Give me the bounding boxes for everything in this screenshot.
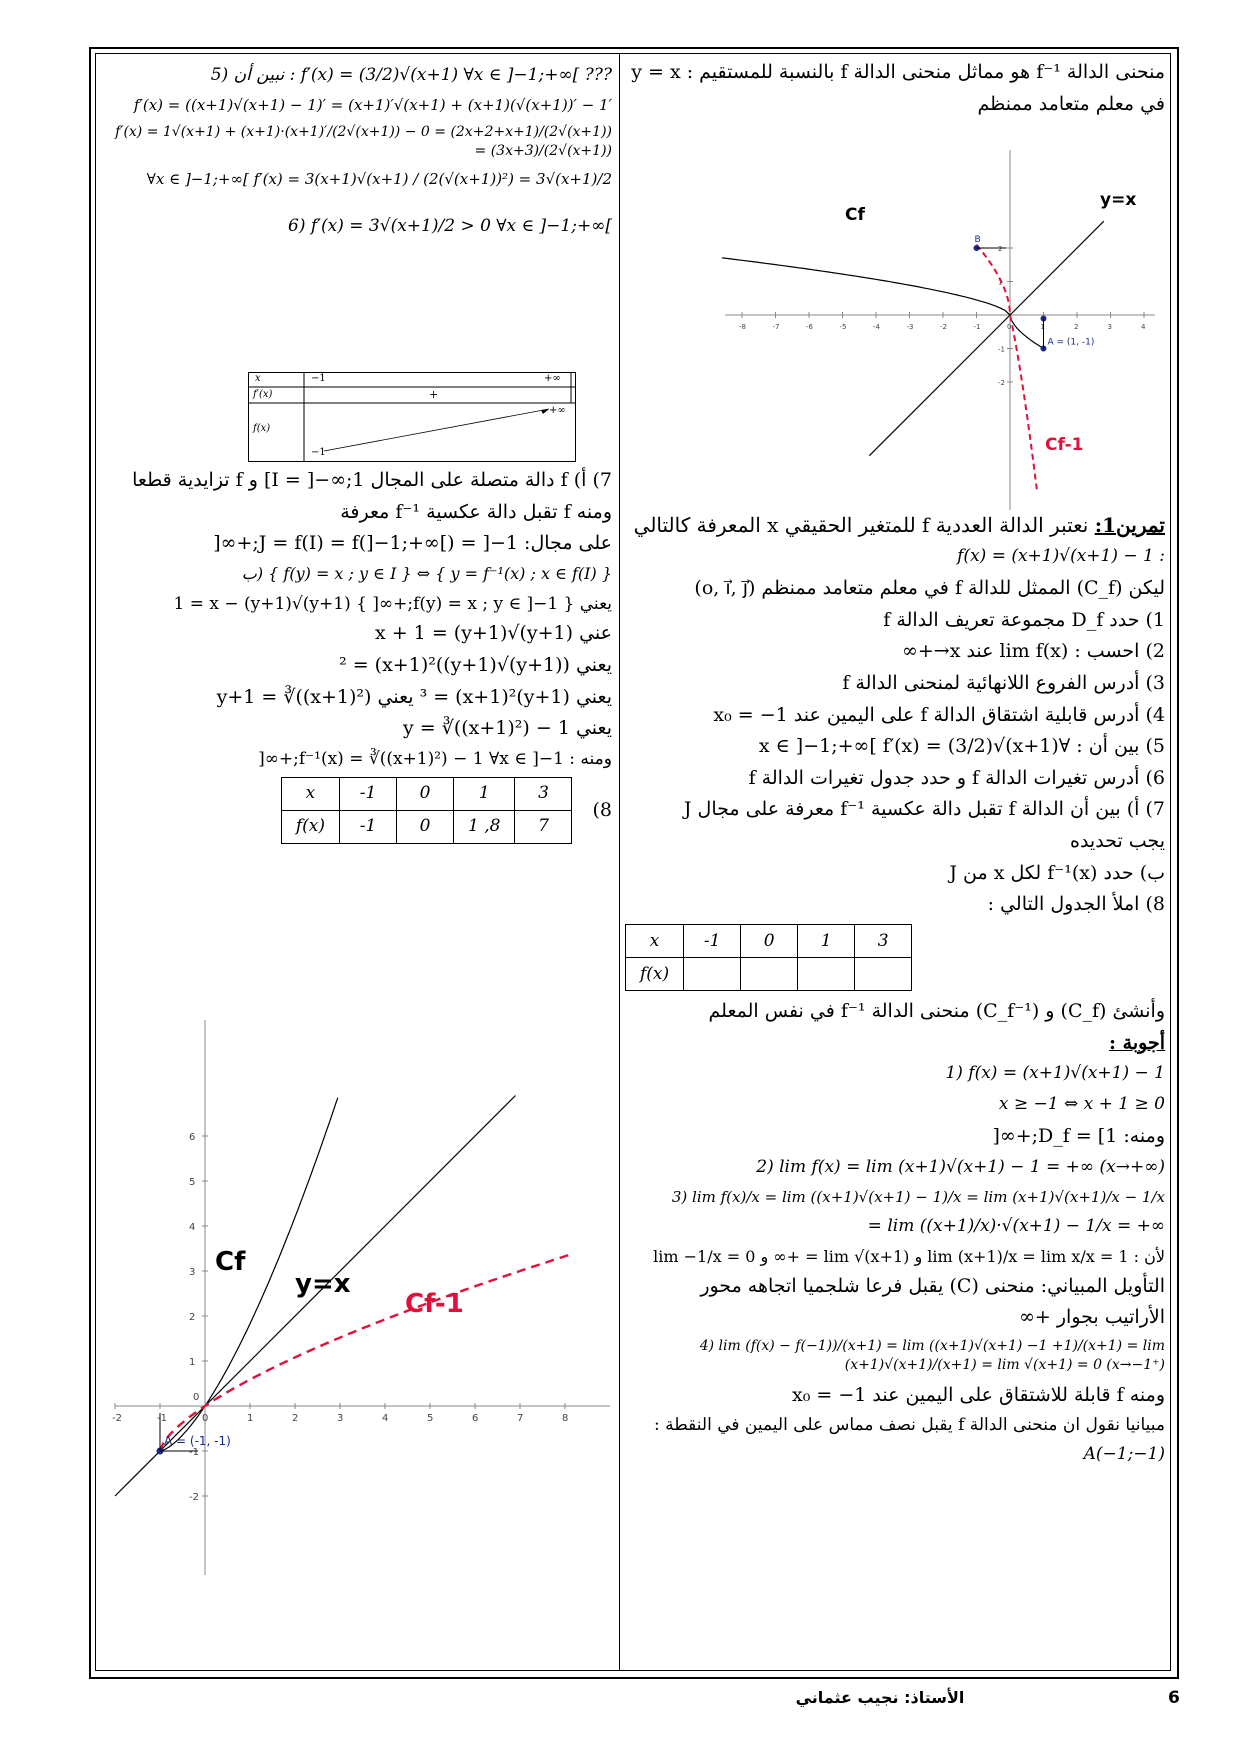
answer-4d: A(−1;−1) <box>1083 1444 1165 1465</box>
left-line-16: 8) <box>592 798 612 821</box>
left-inverse-block <box>100 468 612 844</box>
table-cell: 0 <box>397 777 454 810</box>
point-b-label: B <box>974 235 981 245</box>
x-tick-label: 7 <box>517 1413 524 1424</box>
question-7a-cont: يجب تحديده <box>1070 830 1165 853</box>
x-tick-label: -1 <box>973 323 981 331</box>
label-cf: Cf <box>845 205 865 225</box>
page-number: 6 <box>1168 1688 1180 1708</box>
table-cell: 3 <box>855 924 912 957</box>
point-a-label: A = (-1, -1) <box>164 1434 231 1448</box>
graph-inverse-2 <box>112 1020 610 1575</box>
origin-label: 0 <box>193 1392 200 1403</box>
label-cf: Cf <box>215 1247 246 1277</box>
curve-cf-inverse <box>977 245 1037 490</box>
vt-xmin: −1 <box>311 373 326 384</box>
x-tick-label: -6 <box>806 323 813 331</box>
x-tick-label: 2 <box>1074 323 1079 331</box>
left-line-5: 6) f′(x) = 3√(x+1)/2 > 0 ∀x ∈ ]−1;+∞[ <box>288 216 612 237</box>
x-tick-label: 0 <box>202 1413 209 1424</box>
y-tick-label: 1 <box>998 278 1003 287</box>
answers-title: أجوبة : <box>1109 1031 1165 1054</box>
y-tick-label: -1 <box>998 345 1005 354</box>
table-cell: 1 <box>798 924 855 957</box>
table-cell: 3 <box>515 777 572 810</box>
orthonormal-text: في معلم متعامد ممنظم <box>977 92 1165 115</box>
vt-f-label: f(x) <box>253 423 271 434</box>
answer-1: 1) f(x) = (x+1)√(x+1) − 1 <box>945 1063 1165 1084</box>
values-table-empty <box>625 924 912 991</box>
label-cf-inverse: Cf-1 <box>1045 435 1084 455</box>
y-tick-label: 5 <box>189 1177 196 1188</box>
question-5: 5) بين أن : ∀x ∈ ]−1;+∞[ f′(x) = (3/2)√(x+1) <box>758 735 1165 758</box>
question-2: 2) احسب : lim f(x) عند x→+∞ <box>902 640 1165 663</box>
x-tick-label: 1 <box>1040 323 1045 331</box>
inverse-symmetry-text: منحنى الدالة f⁻¹ هو مماثل منحنى الدالة f بالنسبة للمستقيم : y = x <box>631 61 1165 83</box>
table-cell: f(x) <box>281 810 339 843</box>
point-a-label: A = (1, -1) <box>1047 337 1095 348</box>
answer-1c: ومنه: D_f = [1;+∞[ <box>992 1125 1165 1148</box>
author-credit: الأستاذ: نجيب عثماني <box>795 1688 965 1707</box>
left-line-15: ومنه : f⁻¹(x) = ∛((x+1)²) − 1 ∀x ∈ ]−1;+∞[ <box>258 749 612 770</box>
x-tick-label: -5 <box>839 323 847 331</box>
vt-fmin: −1 <box>311 447 326 458</box>
graph-inverse-1 <box>715 150 1155 510</box>
y-tick-label: -2 <box>189 1492 199 1503</box>
variation-table <box>248 372 576 462</box>
vt-xmax: +∞ <box>544 373 561 384</box>
label-y-equals-x: y=x <box>1100 190 1137 210</box>
exercise-title: تمرين1: <box>1094 513 1165 537</box>
y-tick-label: 1 <box>189 1357 196 1368</box>
question-4: 4) أدرس قابلية اشتقاق الدالة f على اليمين عند x₀ = −1 <box>713 703 1165 726</box>
exercise-function: f(x) = (x+1)√(x+1) − 1 : <box>957 546 1165 566</box>
table-cell: f(x) <box>626 957 684 990</box>
table-cell: 0 <box>397 810 454 843</box>
x-tick-label: 2 <box>292 1413 299 1424</box>
left-line-4: ∀x ∈ ]−1;+∞[ f′(x) = 3(x+1)√(x+1) / (2(√(x+1))²) = 3√(x+1)/2 <box>146 169 612 188</box>
left-line-1: 5) نبين أن : f′(x) = (3/2)√(x+1) ∀x ∈ ]−1;+∞[ ??? <box>210 65 612 85</box>
x-tick-label: 1 <box>247 1413 254 1424</box>
vt-x-label: x <box>255 373 261 384</box>
x-tick-label: -3 <box>906 323 914 331</box>
x-tick-label: 0 <box>1007 323 1012 331</box>
left-line-2: f′(x) = ((x+1)√(x+1) − 1)′ = (x+1)′√(x+1) + (x+1)(√(x+1))′ − 1′ <box>133 95 612 114</box>
left-line-11: عني (y+1)√(y+1) = x + 1 <box>374 622 612 645</box>
table-cell <box>855 957 912 990</box>
answer-3: 3) lim f(x)/x = lim ((x+1)√(x+1) − 1)/x = lim (x+1)√(x+1)/x − 1/x <box>671 1187 1165 1206</box>
y-tick-label: -1 <box>189 1447 199 1458</box>
x-tick-label: 3 <box>337 1413 344 1424</box>
label-y-equals-x: y=x <box>295 1269 351 1299</box>
table-cell: 1 <box>454 777 515 810</box>
curve-cf <box>722 258 1010 315</box>
table-cell <box>798 957 855 990</box>
right-column <box>625 60 1165 123</box>
answer-2: 2) lim f(x) = lim (x+1)√(x+1) − 1 = +∞ (x→+∞) <box>756 1156 1165 1177</box>
left-line-3: f′(x) = 1√(x+1) + (x+1)·(x+1)′/(2√(x+1)) − 0 = (2x+2+x+1)/(2√(x+1)) = (3x+3)/(2√(x+1)) <box>115 124 612 160</box>
label-cf-inverse: Cf-1 <box>405 1289 464 1319</box>
curve-cf-inverse <box>160 1255 570 1451</box>
x-tick-label: 8 <box>562 1413 569 1424</box>
x-tick-label: -4 <box>873 323 880 331</box>
question-7b: ب) حدد f⁻¹(x) لكل x من J <box>949 861 1165 884</box>
table-cell: -1 <box>340 777 397 810</box>
column-divider <box>619 53 620 1670</box>
left-line-9: ب) { f(y) = x ; y ∈ I } ⇔ { y = f⁻¹(x) ; x ∈ f(I) } <box>241 563 612 583</box>
left-line-14: يعني y = ∛((x+1)²) − 1 <box>403 717 612 740</box>
left-line-7: ومنه f تقبل دالة عكسية f⁻¹ معرفة <box>340 500 612 523</box>
x-tick-label: -1 <box>157 1413 167 1424</box>
x-tick-label: 3 <box>1107 323 1112 331</box>
table-cell: x <box>281 777 339 810</box>
table-cell: 7 <box>515 810 572 843</box>
question-8: 8) املأ الجدول التالي : <box>987 893 1165 916</box>
left-column <box>100 60 612 246</box>
interpretation: التأويل المبياني: منحنى (C) يقبل فرعا شلجميا اتجاهه محور <box>700 1274 1165 1297</box>
answer-1b: x ≥ −1 ⇔ x + 1 ≥ 0 <box>998 1094 1165 1115</box>
table-cell <box>741 957 798 990</box>
table-cell: x <box>626 924 684 957</box>
y-tick-label: 4 <box>189 1222 196 1233</box>
y-tick-label: 6 <box>189 1132 196 1143</box>
left-line-12: يعني ((y+1)√(y+1))² = (x+1)² <box>339 654 612 677</box>
x-tick-label: 5 <box>427 1413 434 1424</box>
left-line-8: على مجال: J = f(I) = f(]−1;+∞[) = ]−1;+∞[ <box>213 532 612 555</box>
y-tick-label: 3 <box>189 1267 196 1278</box>
vt-fmax: +∞ <box>549 405 566 416</box>
left-line-6: 7) أ) f دالة متصلة على المجال I = ]−∞;1] و f تزايدية قطعا <box>132 469 612 491</box>
answer-4c: مبيانيا نقول ان منحنى الدالة f يقبل نصف مماس على اليمين في النقطة : <box>653 1415 1165 1436</box>
values-table-filled <box>281 777 573 844</box>
table-cell: -1 <box>340 810 397 843</box>
variation-table-lines <box>249 373 575 461</box>
x-tick-label: -8 <box>739 323 746 331</box>
question-7a: 7) أ) بين أن الدالة f تقبل دالة عكسية f⁻¹ معرفة على مجال J <box>683 798 1165 821</box>
vt-sign: + <box>429 388 439 401</box>
question-6: 6) أدرس تغيرات الدالة f و حدد جدول تغيرات الدالة f <box>748 766 1165 789</box>
x-tick-label: 6 <box>472 1413 479 1424</box>
x-tick-label: -2 <box>940 323 947 331</box>
table-cell: -1 <box>684 924 741 957</box>
y-tick-label: 2 <box>998 245 1003 253</box>
table-cell <box>684 957 741 990</box>
question-0: ليكن (C_f) الممثل للدالة f في معلم متعامد ممنظم (o, i⃗, j⃗) <box>694 576 1165 599</box>
left-line-13: يعني (y+1)³ = (x+1)² يعني y+1 = ∛((x+1)²) <box>216 685 612 708</box>
exercise-block <box>625 512 1165 1474</box>
exercise-text: نعتبر الدالة العددية f للمتغير الحقيقي x المعرفة كالتالي <box>633 513 1089 537</box>
answer-3b: = lim ((x+1)/x)·√(x+1) − 1/x = +∞ <box>867 1215 1165 1236</box>
vt-fp-label: f′(x) <box>253 389 273 400</box>
left-line-10: يعني { f(y) = x ; y ∈ ]−1;+∞[ } (y+1)√(y+1) − 1 = x <box>173 593 612 614</box>
answer-4: 4) lim (f(x) − f(−1))/(x+1) = lim ((x+1)√(x+1) −1 +1)/(x+1) = lim (x+1)√(x+1)/(x+1) = lim √(x+1) = 0 (x→−1⁺) <box>699 1337 1165 1373</box>
interpretation-cont: الأراتيب بجوار +∞ <box>1019 1306 1165 1329</box>
x-tick-label: 4 <box>382 1413 389 1424</box>
question-8b: وأنشئ (C_f) و (C_f⁻¹) منحنى الدالة f⁻¹ في نفس المعلم <box>708 999 1165 1022</box>
y-tick-label: 2 <box>189 1312 196 1323</box>
table-cell: 1 ,8 <box>454 810 515 843</box>
x-tick-label: 4 <box>1141 323 1146 331</box>
answer-4b: ومنه f قابلة للاشتقاق على اليمين عند x₀ = −1 <box>792 1383 1165 1406</box>
y-tick-label: -2 <box>998 379 1005 387</box>
answer-3c: لأن : lim (x+1)/x = lim x/x = 1 و lim √(x+1) = +∞ و lim −1/x = 0 <box>653 1246 1165 1266</box>
question-3: 3) أدرس الفروع اللانهائية لمنحنى الدالة f <box>842 671 1165 694</box>
x-tick-label: -2 <box>112 1413 122 1424</box>
question-1: 1) حدد D_f مجموعة تعريف الدالة f <box>883 608 1165 631</box>
table-cell: 0 <box>741 924 798 957</box>
x-tick-label: -7 <box>772 323 780 331</box>
curve-cf-tail <box>1010 315 1044 349</box>
